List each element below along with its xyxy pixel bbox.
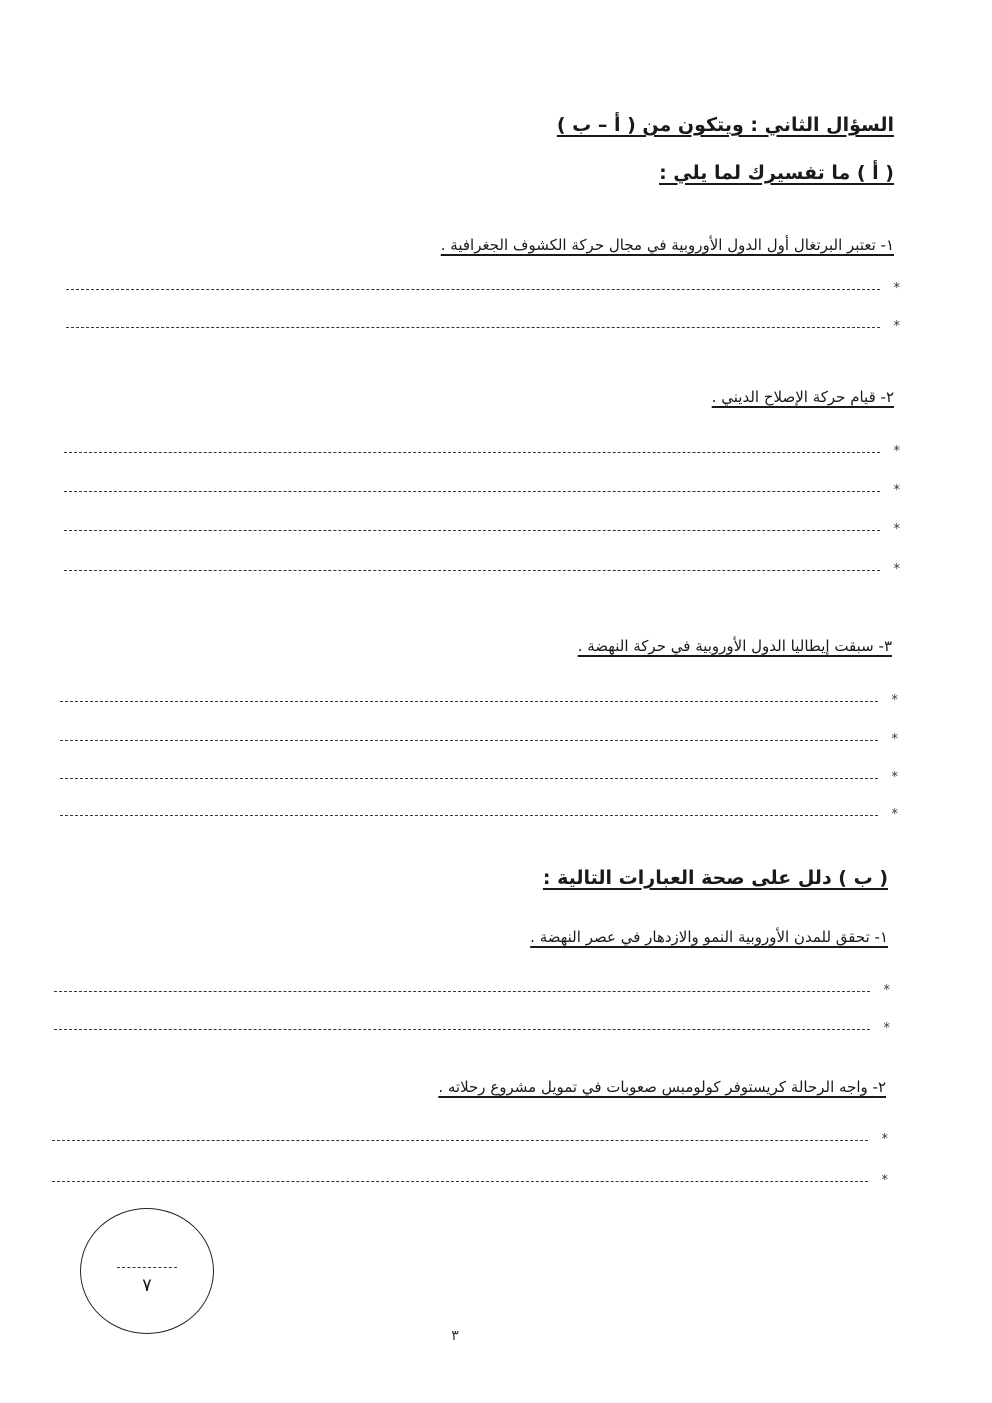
page-number: ٣ <box>451 1328 459 1344</box>
answer-marker: * <box>893 319 900 334</box>
answer-marker: * <box>893 522 900 537</box>
answer-marker: * <box>881 1173 888 1188</box>
section-title: السؤال الثاني : ويتكون من ( أ – ب ) <box>556 114 894 136</box>
answer-line[interactable] <box>66 282 900 296</box>
answer-marker: * <box>891 770 898 785</box>
question-b2: ٢- واجه الرحالة كريستوفر كولومبس صعوبات في تمويل مشروع رحلاته . <box>438 1078 886 1096</box>
answer-marker: * <box>893 281 900 296</box>
answer-line[interactable] <box>64 484 900 498</box>
question-b1: ١- تحقق للمدن الأوروبية النمو والازدهار في عصر النهضة . <box>530 928 888 946</box>
score-circle <box>80 1208 214 1334</box>
question-a3: ٣- سبقت إيطاليا الدول الأوروبية في حركة النهضة . <box>577 637 892 655</box>
answer-line[interactable] <box>60 808 898 822</box>
answer-line[interactable] <box>52 1174 888 1188</box>
answer-line[interactable] <box>60 694 898 708</box>
answer-marker: * <box>891 693 898 708</box>
answer-line[interactable] <box>54 984 890 998</box>
answer-line[interactable] <box>66 320 900 334</box>
answer-marker: * <box>883 1021 890 1036</box>
answer-marker: * <box>883 983 890 998</box>
answer-marker: * <box>893 444 900 459</box>
score-total: ٧ <box>142 1275 152 1296</box>
answer-line[interactable] <box>60 733 898 747</box>
answer-line[interactable] <box>60 771 898 785</box>
answer-marker: * <box>881 1132 888 1147</box>
score-blank-line[interactable] <box>117 1267 177 1268</box>
answer-line[interactable] <box>54 1022 890 1036</box>
answer-marker: * <box>891 807 898 822</box>
question-a1: ١- تعتبر البرتغال أول الدول الأوروبية في مجال حركة الكشوف الجغرافية . <box>440 236 894 254</box>
question-a2: ٢- قيام حركة الإصلاح الديني . <box>711 388 894 406</box>
part-b-title: ( ب ) دلل على صحة العبارات التالية : <box>542 867 888 889</box>
answer-line[interactable] <box>64 445 900 459</box>
answer-marker: * <box>893 562 900 577</box>
answer-line[interactable] <box>64 523 900 537</box>
answer-marker: * <box>891 732 898 747</box>
answer-line[interactable] <box>52 1133 888 1147</box>
answer-line[interactable] <box>64 563 900 577</box>
answer-marker: * <box>893 483 900 498</box>
part-a-title: ( أ ) ما تفسيرك لما يلي : <box>659 162 894 184</box>
